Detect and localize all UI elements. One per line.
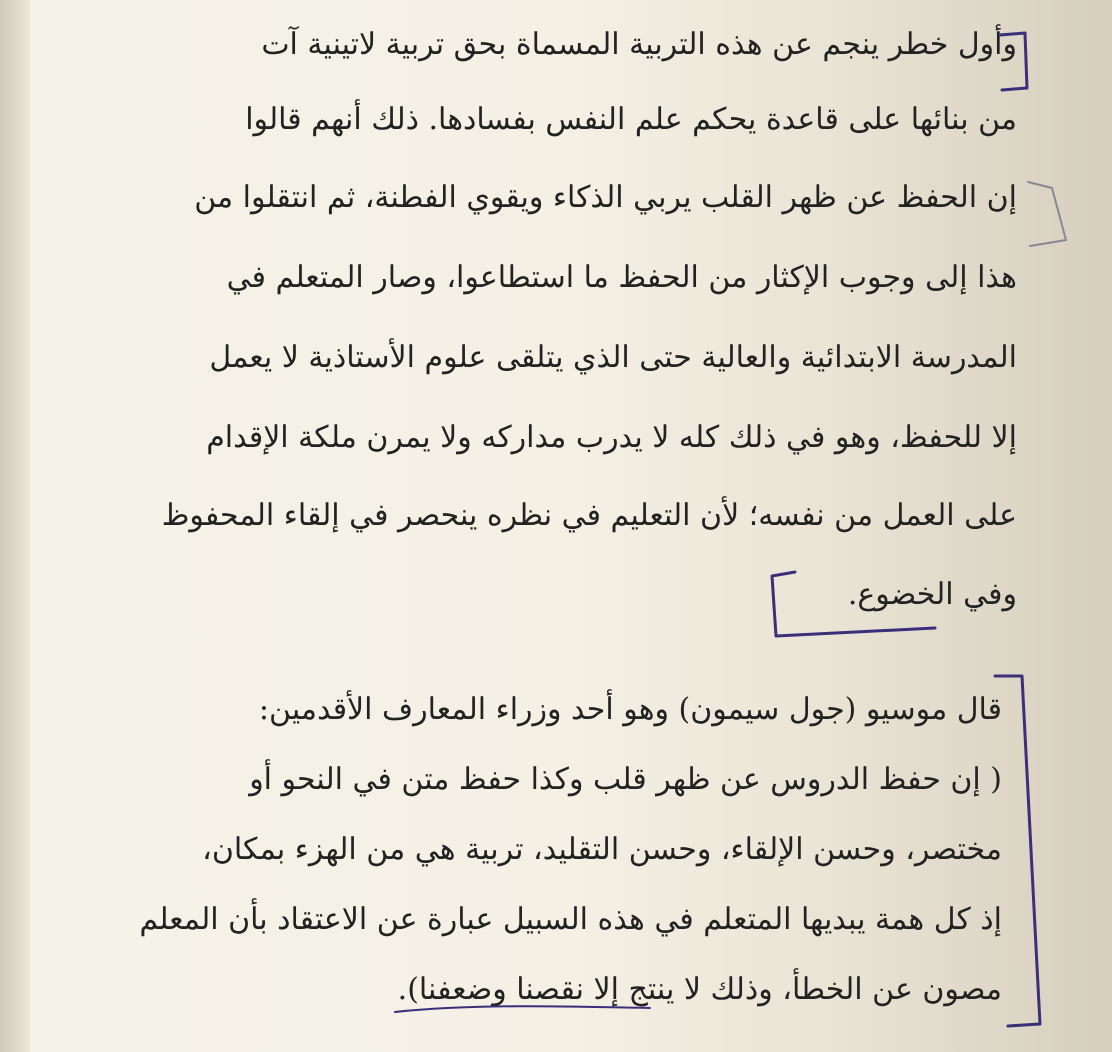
text-line: إن الحفظ عن ظهر القلب يربي الذكاء ويقوي الفطنة، ثم انتقلوا من bbox=[194, 180, 1017, 215]
pen-bracket-top bbox=[1000, 33, 1027, 90]
pen-bracket-middle bbox=[1028, 182, 1066, 246]
pen-bracket-quote bbox=[995, 676, 1040, 1026]
text-line: وفي الخضوع. bbox=[847, 577, 1017, 612]
text-line: مصون عن الخطأ، وذلك لا ينتج إلا نقصنا وضعفنا). bbox=[397, 972, 1002, 1007]
text-line: على العمل من نفسه؛ لأن التعليم في نظره ينحصر في إلقاء المحفوظ bbox=[161, 498, 1017, 533]
text-line: مختصر، وحسن الإلقاء، وحسن التقليد، تربية هي من الهزء بمكان، bbox=[202, 832, 1002, 867]
text-line: المدرسة الابتدائية والعالية حتى الذي يتلقى علوم الأستاذية لا يعمل bbox=[209, 340, 1017, 375]
pen-underline bbox=[395, 1006, 650, 1012]
text-line: هذا إلى وجوب الإكثار من الحفظ ما استطاعوا، وصار المتعلم في bbox=[226, 260, 1017, 295]
text-line: ( إن حفظ الدروس عن ظهر قلب وكذا حفظ متن في النحو أو bbox=[249, 762, 1002, 797]
text-line: من بنائها على قاعدة يحكم علم النفس بفسادها. ذلك أنهم قالوا bbox=[245, 102, 1017, 137]
text-line: وأول خطر ينجم عن هذه التربية المسماة بحق تربية لاتينية آت bbox=[261, 27, 1017, 62]
text-line: إلا للحفظ، وهو في ذلك كله لا يدرب مداركه ولا يمرن ملكة الإقدام bbox=[206, 420, 1017, 455]
pen-bracket-end-paragraph bbox=[772, 572, 935, 636]
text-line: إذ كل همة يبديها المتعلم في هذه السبيل عبارة عن الاعتقاد بأن المعلم bbox=[139, 902, 1002, 937]
text-line: قال موسيو (جول سيمون) وهو أحد وزراء المعارف الأقدمين: bbox=[258, 692, 1002, 727]
